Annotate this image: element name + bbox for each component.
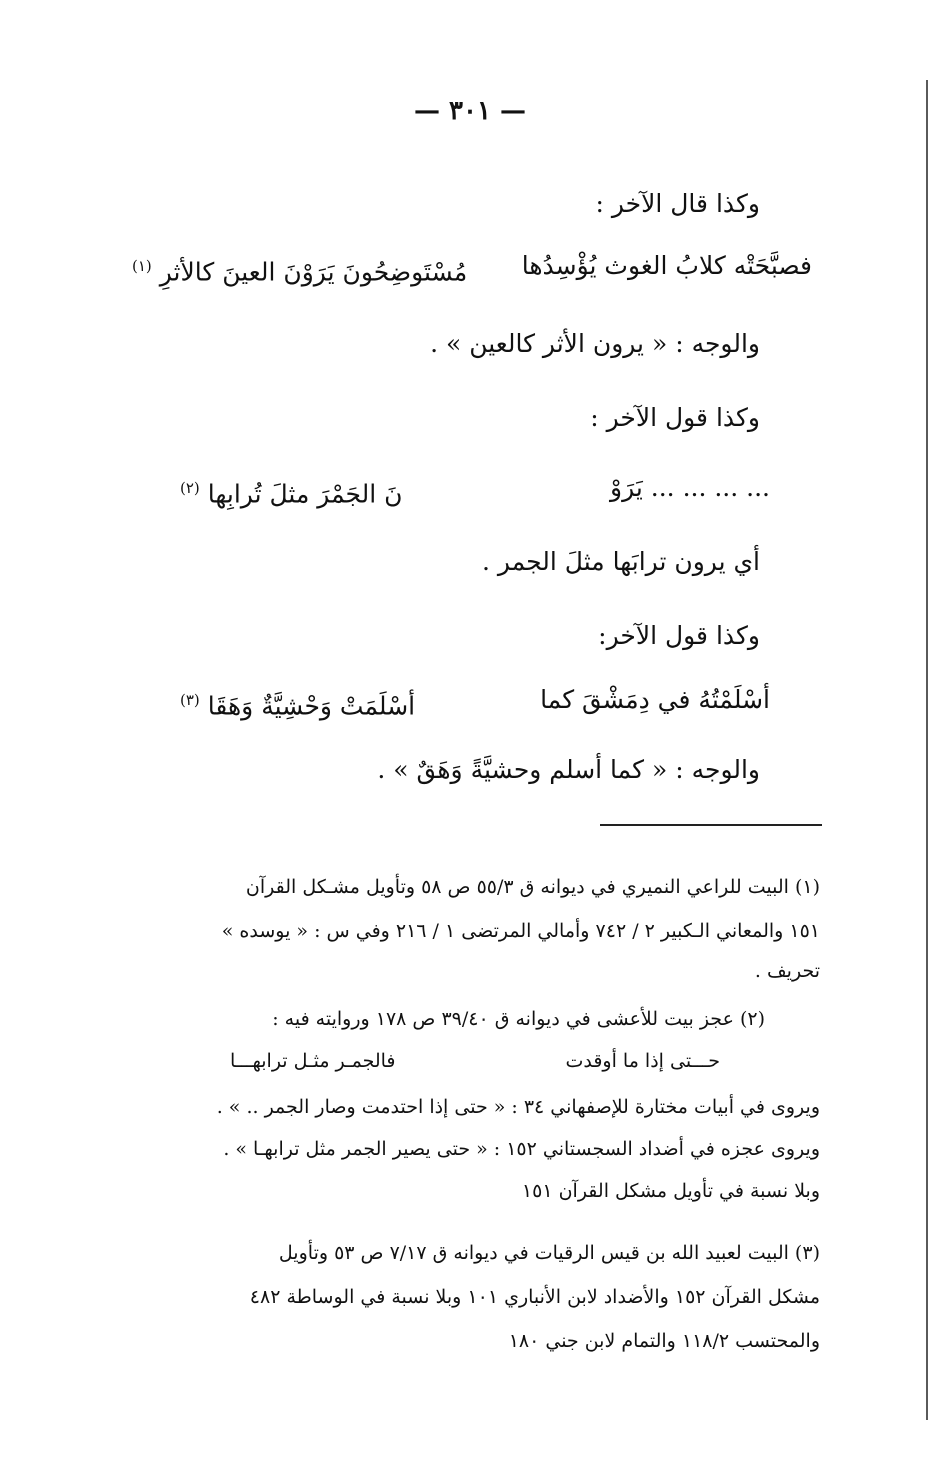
footnote-3-line-2: مشكل القرآن ١٥٢ والأضداد لابن الأنباري ١٠١ وبلا نسبة في الوساطة ٤٨٢ (249, 1286, 820, 1308)
text-line-5: وكذا قول الآخر: (598, 621, 760, 650)
footnote-1-line-2: ١٥١ والمعاني الـكبير ٢ / ٧٤٢ وأمالي المرتضى ١ / ٢١٦ وفي س : « يوسده » (221, 920, 820, 942)
page-edge-line (926, 80, 928, 1420)
page-number: — ٣٠١ — (413, 96, 527, 126)
text-line-4: أي يرون ترابَها مثلَ الجمر . (482, 547, 760, 576)
footnote-2-verse-second: فالجمـر مثـل ترابهـــا (230, 1050, 396, 1072)
verse-2 (180, 470, 770, 512)
footnote-2-line-4: وبلا نسبة في تأويل مشكل القرآن ١٥١ (521, 1180, 820, 1202)
footnote-2-line-3: ويروى عجزه في أضداد السجستاني ١٥٢ : « حتى يصير الجمر مثل ترابهـا » . (223, 1138, 820, 1160)
footnote-1-line-1: (١) البيت للراعي النميري في ديوانه ق ٥٥/٣ ص ٥٨ وتأويل مشـكل القرآن (245, 876, 820, 898)
footnote-2-verse-first: حـــتى إذا ما أوقدت (565, 1050, 720, 1072)
footnote-1-line-3: تحريف . (754, 960, 820, 982)
verse-3 (180, 682, 770, 724)
verse-2-second-hemistich: نَ الجَمْرَ مثلَ تُرابِها $^{(٢)}$ (180, 479, 403, 509)
footnote-2-verse (230, 1046, 720, 1076)
footnote-ref-2: (٢) (180, 479, 200, 497)
footnote-ref-1: (١) (132, 257, 152, 275)
verse-1-first-hemistich: فصبَّحَتْه كلابُ الغوث يُؤْسِدُها (521, 251, 812, 280)
footnote-ref-3: (٣) (180, 691, 200, 709)
verse-2-first-hemistich: ... ... ... ... يَرَوْ (610, 473, 770, 502)
footnote-3-line-3: والمحتسب ١١٨/٢ والتمام لابن جني ١٨٠ (508, 1330, 820, 1352)
verse-3-first-hemistich: أسْلَمْتُهُ في دِمَشْقَ كما (540, 685, 770, 714)
text-line-1: وكذا قال الآخر : (595, 189, 760, 218)
text-line-2: والوجه : « يرون الأثر كالعين » . (430, 329, 760, 358)
footnote-2-line-1: (٢) عجز بيت للأعشى في ديوانه ق ٣٩/٤٠ ص ١٧٨ وروايته فيه : (272, 1008, 765, 1030)
text-line-6: والوجه : « كما أسلم وحشيَّةً وَهَقٌ » . (377, 755, 760, 784)
verse-3-second-hemistich: أسْلَمَتْ وَحْشِيَّةٌ وَهَقَا $^{(٣)}$ (180, 691, 416, 721)
footnote-3-line-1: (٣) البيت لعبيد الله بن قيس الرقيات في ديوانه ق ٧/١٧ ص ٥٣ وتأويل (278, 1242, 820, 1264)
text-line-3: وكذا قول الآخر : (590, 403, 760, 432)
verse-1 (132, 248, 812, 290)
footnote-separator (600, 824, 822, 826)
verse-1-second-hemistich: مُسْتَوضِحُونَ يَرَوْنَ العينَ كالأثرِ $^{(١)}$ (132, 257, 468, 287)
footnote-2-line-2: ويروى في أبيات مختارة للإصفهاني ٣٤ : « حتى إذا احتدمت وصار الجمر .. » . (216, 1096, 820, 1118)
